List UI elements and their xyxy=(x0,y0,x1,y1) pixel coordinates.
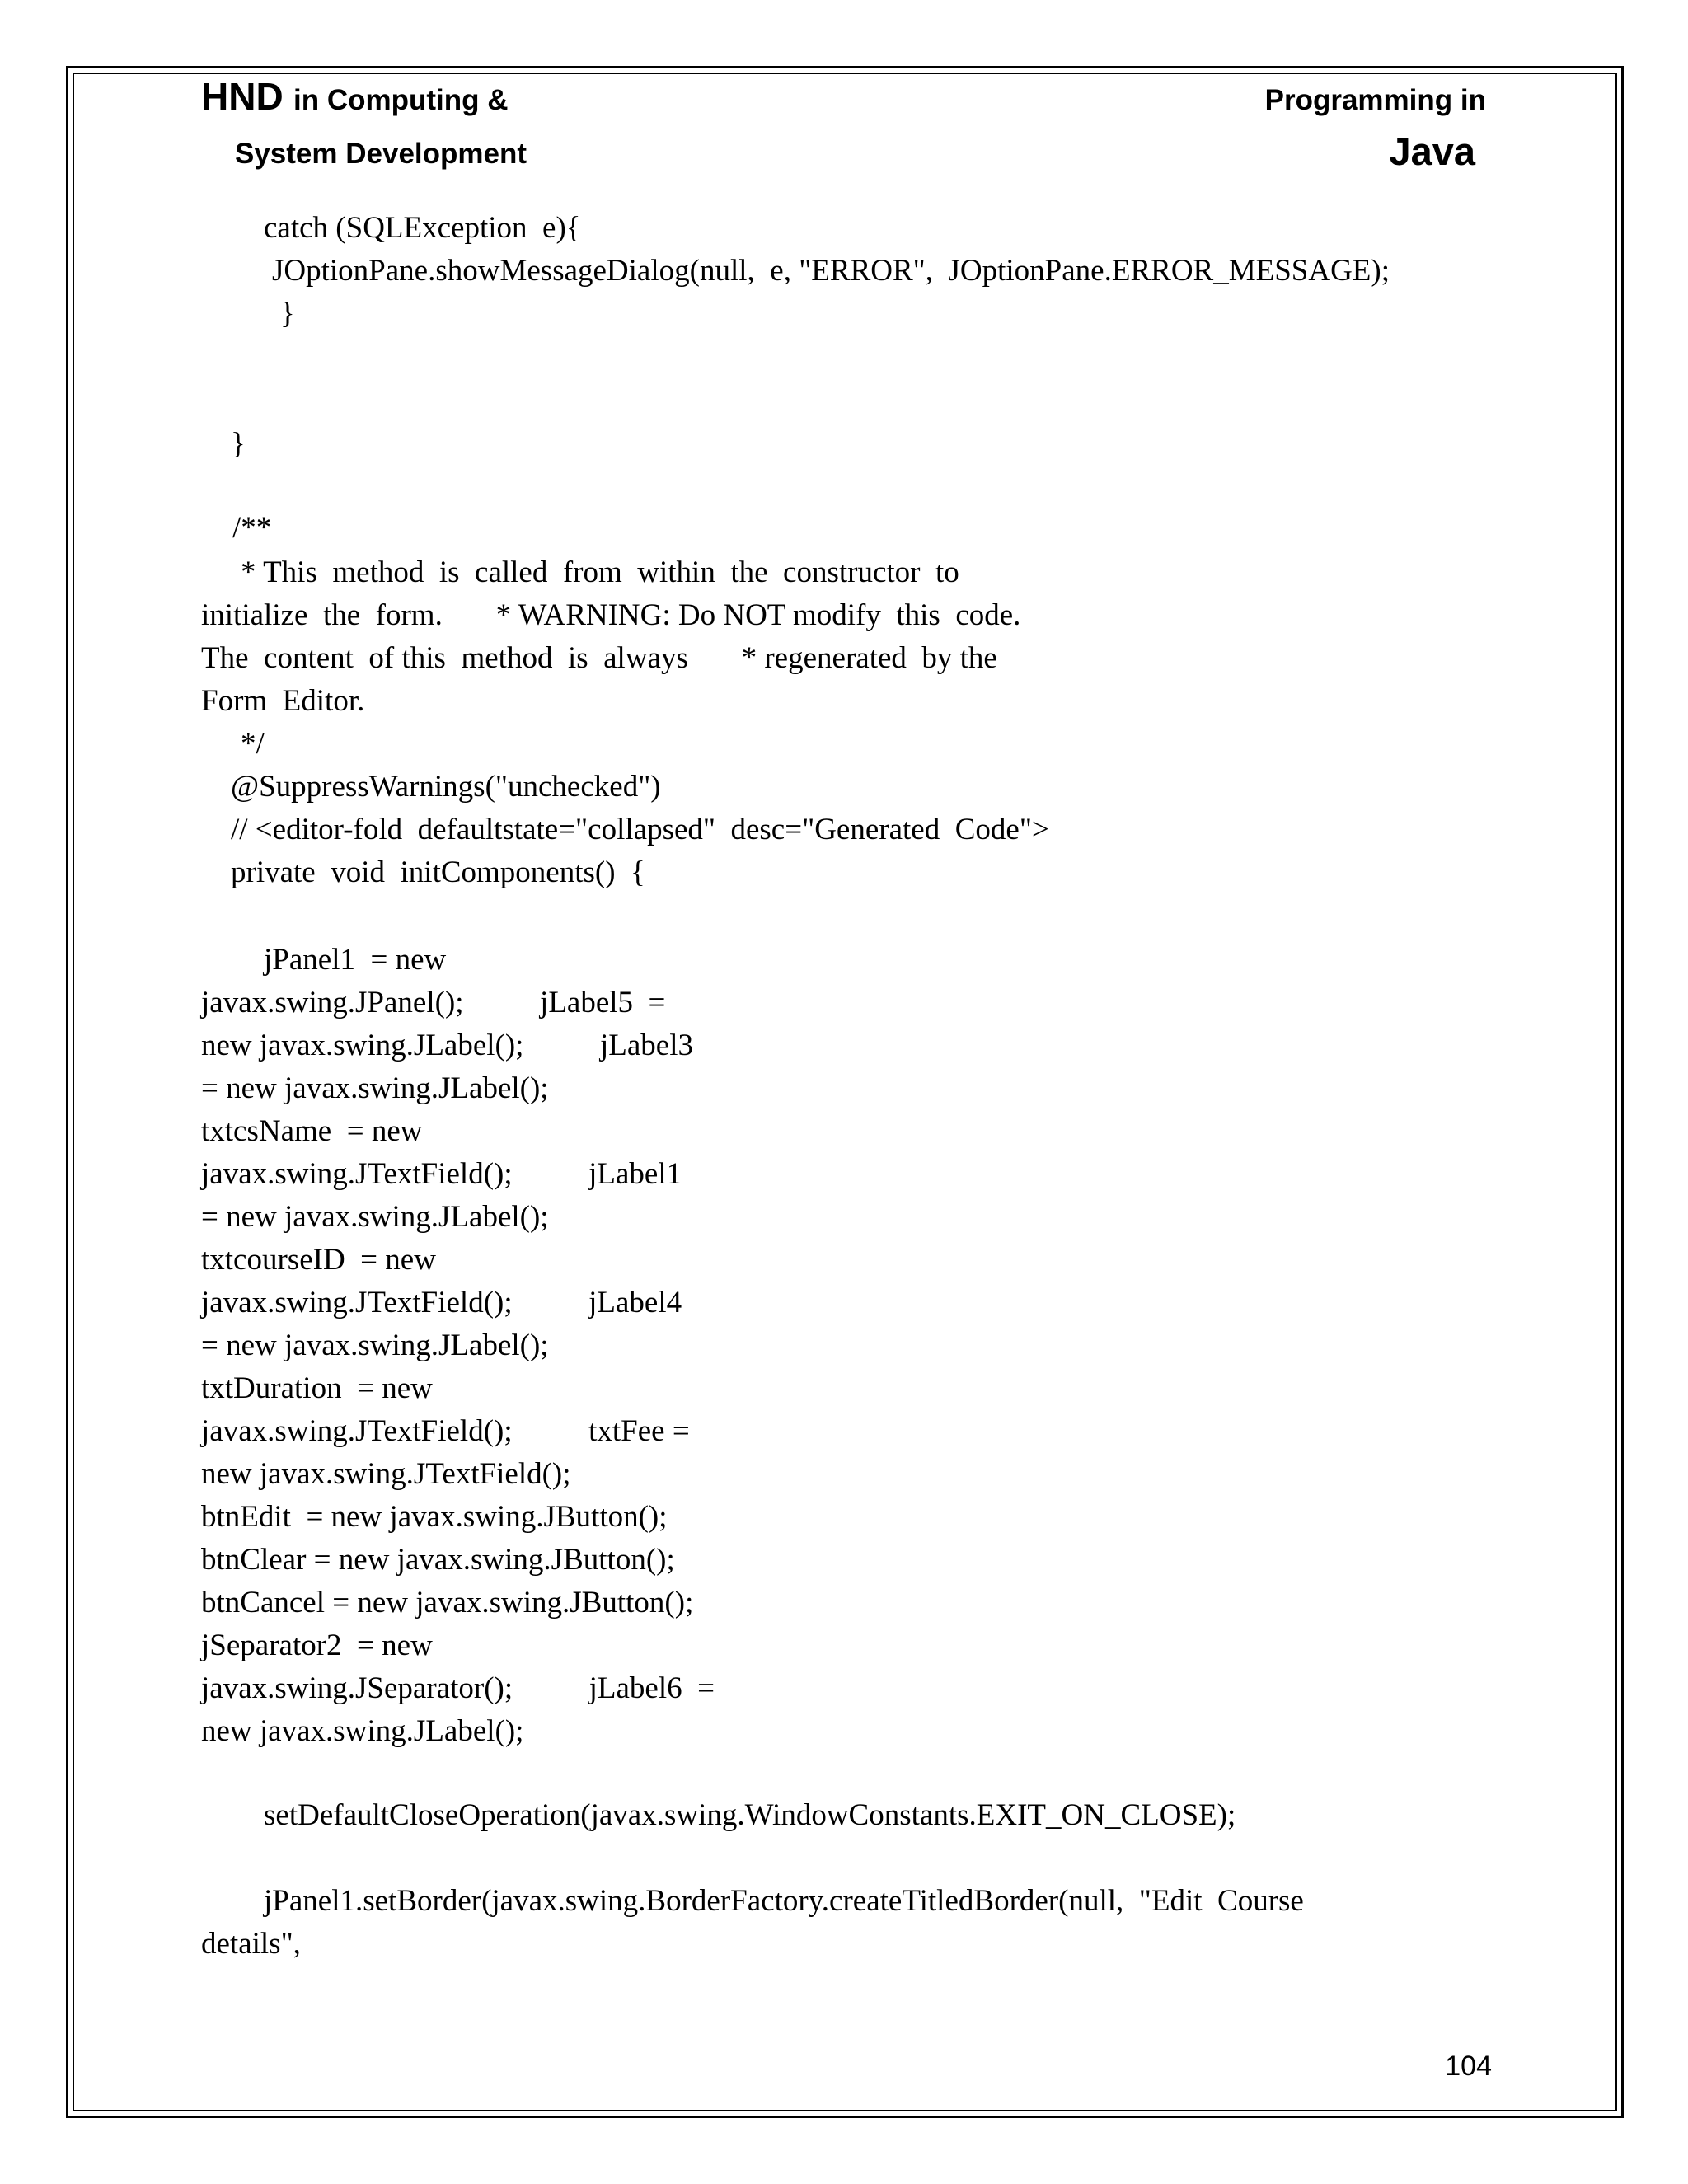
code-line: private void initComponents() { xyxy=(231,855,645,889)
code-line: new javax.swing.JTextField(); xyxy=(201,1457,571,1491)
code-line: jSeparator2 = new xyxy=(201,1629,433,1662)
code-line: btnClear = new javax.swing.JButton(); xyxy=(201,1543,675,1577)
code-line: * This method is called from within the constructor to xyxy=(241,555,959,589)
code-line: new javax.swing.JLabel(); xyxy=(201,1714,524,1748)
code-line: new javax.swing.JLabel(); jLabel3 xyxy=(201,1029,693,1062)
code-line: jPanel1 = new xyxy=(264,943,447,977)
code-line: javax.swing.JSeparator(); jLabel6 = xyxy=(201,1671,715,1705)
code-line: The content of this method is always * regenerated by the xyxy=(201,641,997,675)
code-line: javax.swing.JTextField(); txtFee = xyxy=(201,1414,690,1448)
code-line: @SuppressWarnings("unchecked") xyxy=(231,770,661,804)
code-line: setDefaultCloseOperation(javax.swing.WindowConstants.EXIT_ON_CLOSE); xyxy=(264,1798,1236,1832)
code-line: javax.swing.JTextField(); jLabel1 xyxy=(201,1157,682,1191)
header-course-subtitle: System Development xyxy=(235,138,528,170)
header-module-title: Programming in xyxy=(1264,84,1486,116)
code-line: javax.swing.JTextField(); jLabel4 xyxy=(201,1286,682,1319)
code-line: /** xyxy=(232,511,272,545)
header-module-java: Java xyxy=(1389,129,1475,173)
code-line: = new javax.swing.JLabel(); xyxy=(201,1071,549,1105)
code-line: jPanel1.setBorder(javax.swing.BorderFactory.createTitledBorder(null, "Edit Course xyxy=(264,1884,1304,1918)
code-line: initialize the form. * WARNING: Do NOT modify this code. xyxy=(201,598,1021,632)
code-line: = new javax.swing.JLabel(); xyxy=(201,1329,549,1362)
code-line: txtcsName = new xyxy=(201,1114,423,1148)
code-line: catch (SQLException e){ xyxy=(264,211,581,245)
code-line: txtDuration = new xyxy=(201,1371,433,1405)
code-line: btnEdit = new javax.swing.JButton(); xyxy=(201,1500,668,1534)
code-line: */ xyxy=(241,727,265,761)
header-course-title: in Computing & xyxy=(293,84,509,116)
code-line: JOptionPane.showMessageDialog(null, e, "ERROR", JOptionPane.ERROR_MESSAGE); xyxy=(272,254,1390,288)
code-line: txtcourseID = new xyxy=(201,1243,436,1277)
code-line: // <editor-fold defaultstate="collapsed" desc="Generated Code"> xyxy=(231,813,1049,846)
code-line: } xyxy=(280,297,295,330)
code-line: } xyxy=(231,427,246,461)
page-number: 104 xyxy=(1445,2050,1492,2082)
code-line: javax.swing.JPanel(); jLabel5 = xyxy=(201,986,666,1019)
code-line: btnCancel = new javax.swing.JButton(); xyxy=(201,1586,694,1619)
header-hnd: HND xyxy=(201,75,284,118)
code-line: Form Editor. xyxy=(201,684,365,718)
code-line: = new javax.swing.JLabel(); xyxy=(201,1200,549,1234)
code-line: details", xyxy=(201,1927,301,1961)
